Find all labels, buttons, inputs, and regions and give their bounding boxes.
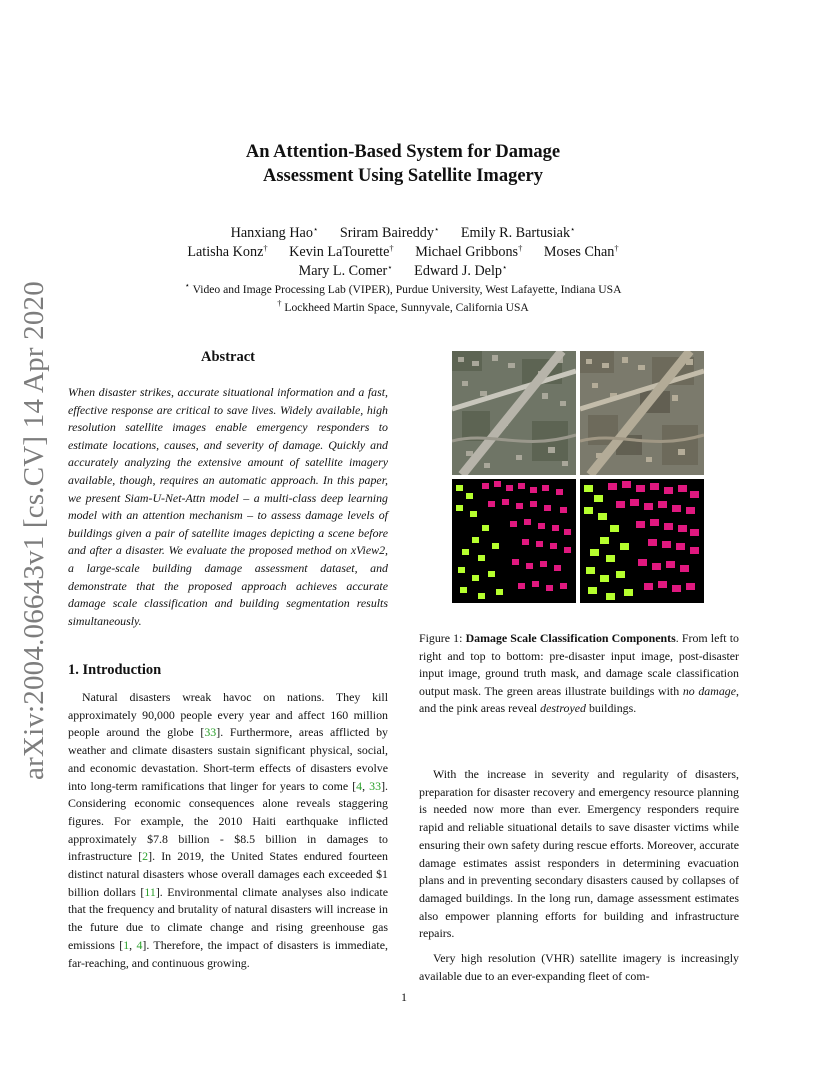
figure-title: Damage Scale Classification Components [465,631,676,645]
arxiv-identifier: arXiv:2004.06643v1 [cs.CV] 14 Apr 2020 [18,281,50,780]
title-line-2: Assessment Using Satellite Imagery [262,166,544,186]
author: Kevin LaTourette [289,244,390,260]
citation-link[interactable]: 33 [204,725,217,740]
author: Hanxiang Hao [230,225,313,241]
author-line-2: Latisha Konz† Kevin LaTourette† Michael Gribbons† Moses Chan† [187,243,619,260]
citation-link[interactable]: 4 [136,937,143,952]
author: Latisha Konz [187,244,264,260]
author-line-3: Mary L. Comer⋆ Edward J. Delp⋆ [298,262,508,279]
author-line-1: Hanxiang Hao⋆ Sriram Baireddy⋆ Emily R. Bartusiak⋆ [230,224,576,241]
abstract-heading: Abstract [201,349,255,365]
figure-label: Figure 1: [419,631,463,645]
citation-link[interactable]: 33 [369,778,382,793]
author: Michael Gribbons [415,244,519,260]
intro-right-column [419,766,739,985]
intro-paragraph-2: With the increase in severity and regularity of disasters, preparation for disaster recovery and emergency resource planning is needed now more than ever. Emergency responders require rapid and reliable situational details to save disaster victims while ensuring their own safety during rescue efforts. Moreover, accurate damage estimates assist responders in determining evacuation plans and in preventing secondary disasters caused by collapses of damaged buildings. In the long run, damage assessment estimates also empower planning efforts for building and infrastructure repairs. [419,767,739,941]
citation-link[interactable]: 4 [356,778,363,793]
author: Moses Chan [543,244,615,260]
intro-paragraph-1: Natural disasters wreak havoc on nations. They kill approximately 90,000 people every year and affect 160 million people around the globe [33]. Furthermore, areas afflicted by weather and climate disasters sustain significant physical, social, and economic devastation. Short-term effects of disasters evolve into long-term ramifications that linger for years to come [4, 33]. Considering economic consequences alone reveals staggering figures. For example, the 2010 Haiti earthquake inflicted approximately $7.8 billion - $8.5 billion in damages to infrastructure [2]. In 2019, the United States endured fourteen distinct natural disasters whose overall damages each exceeded $1 billion dollars [11]. Environmental climate analyses also indicate that the frequency and brutality of natural disasters will increase in the future due to climate change and rising greenhouse gas emissions [1, 4]. Therefore, the impact of disasters is immediate, far-reaching, and continuous growing. [68,690,388,970]
ground-truth-mask [452,479,576,603]
title-line-1: An Attention-Based System for Damage [245,142,561,162]
citation-link[interactable]: 1 [123,937,130,952]
author: Edward J. Delp [414,263,503,279]
paper-title [150,140,656,188]
post-disaster-image [580,351,704,475]
affiliation-lockheed: † Lockheed Martin Space, Sunnyvale, California USA [277,298,529,314]
page-number: 1 [401,990,407,1004]
intro-left-column [68,689,388,972]
damage-classification-output-mask [580,479,704,603]
pre-disaster-image [452,351,576,475]
author: Sriram Baireddy [339,225,434,241]
author: Emily R. Bartusiak [460,225,571,241]
affiliations [120,281,686,317]
author: Mary L. Comer [298,263,388,279]
figure-1-image-grid [452,351,704,606]
citation-link[interactable]: 11 [144,884,156,899]
figure-1-caption: Figure 1: Damage Scale Classification Components. From left to right and top to bottom: pre-disaster input image, post-disaster input image, ground truth mask, and damage scale classification output mask. The green areas illustrate buildings with no damage, and the pink areas reveal destroyed buildings. [419,631,739,716]
abstract-text: When disaster strikes, accurate situational information and a fast, effective response are critical to save lives. Widely available, high resolution satellite images enable emergency responders to estimate locations, causes, and severity of damage. Quickly and accurately analyzing the extensive amount of satellite imagery available, though, requires an automatic approach. In this paper, we present Siam-U-Net-Attn model – a multi-class deep learning model with an attention mechanism – to assess damage levels of buildings given a pair of satellite images depicting a scene before and after a disaster. We evaluate the proposed method on xView2, a large-scale building damage assessment dataset, and demonstrate that the proposed approach achieves accurate damage scale classification and building segmentation results simultaneously. [68,385,388,628]
intro-paragraph-3: Very high resolution (VHR) satellite imagery is increasingly available due to an ever-expanding fleet of com- [419,951,739,983]
citation-link[interactable]: 2 [142,849,149,864]
affiliation-purdue: ⋆ Video and Image Processing Lab (VIPER), Purdue University, West Lafayette, Indiana USA [184,280,622,296]
author-list [120,224,686,281]
introduction-heading: 1. Introduction [68,662,162,678]
